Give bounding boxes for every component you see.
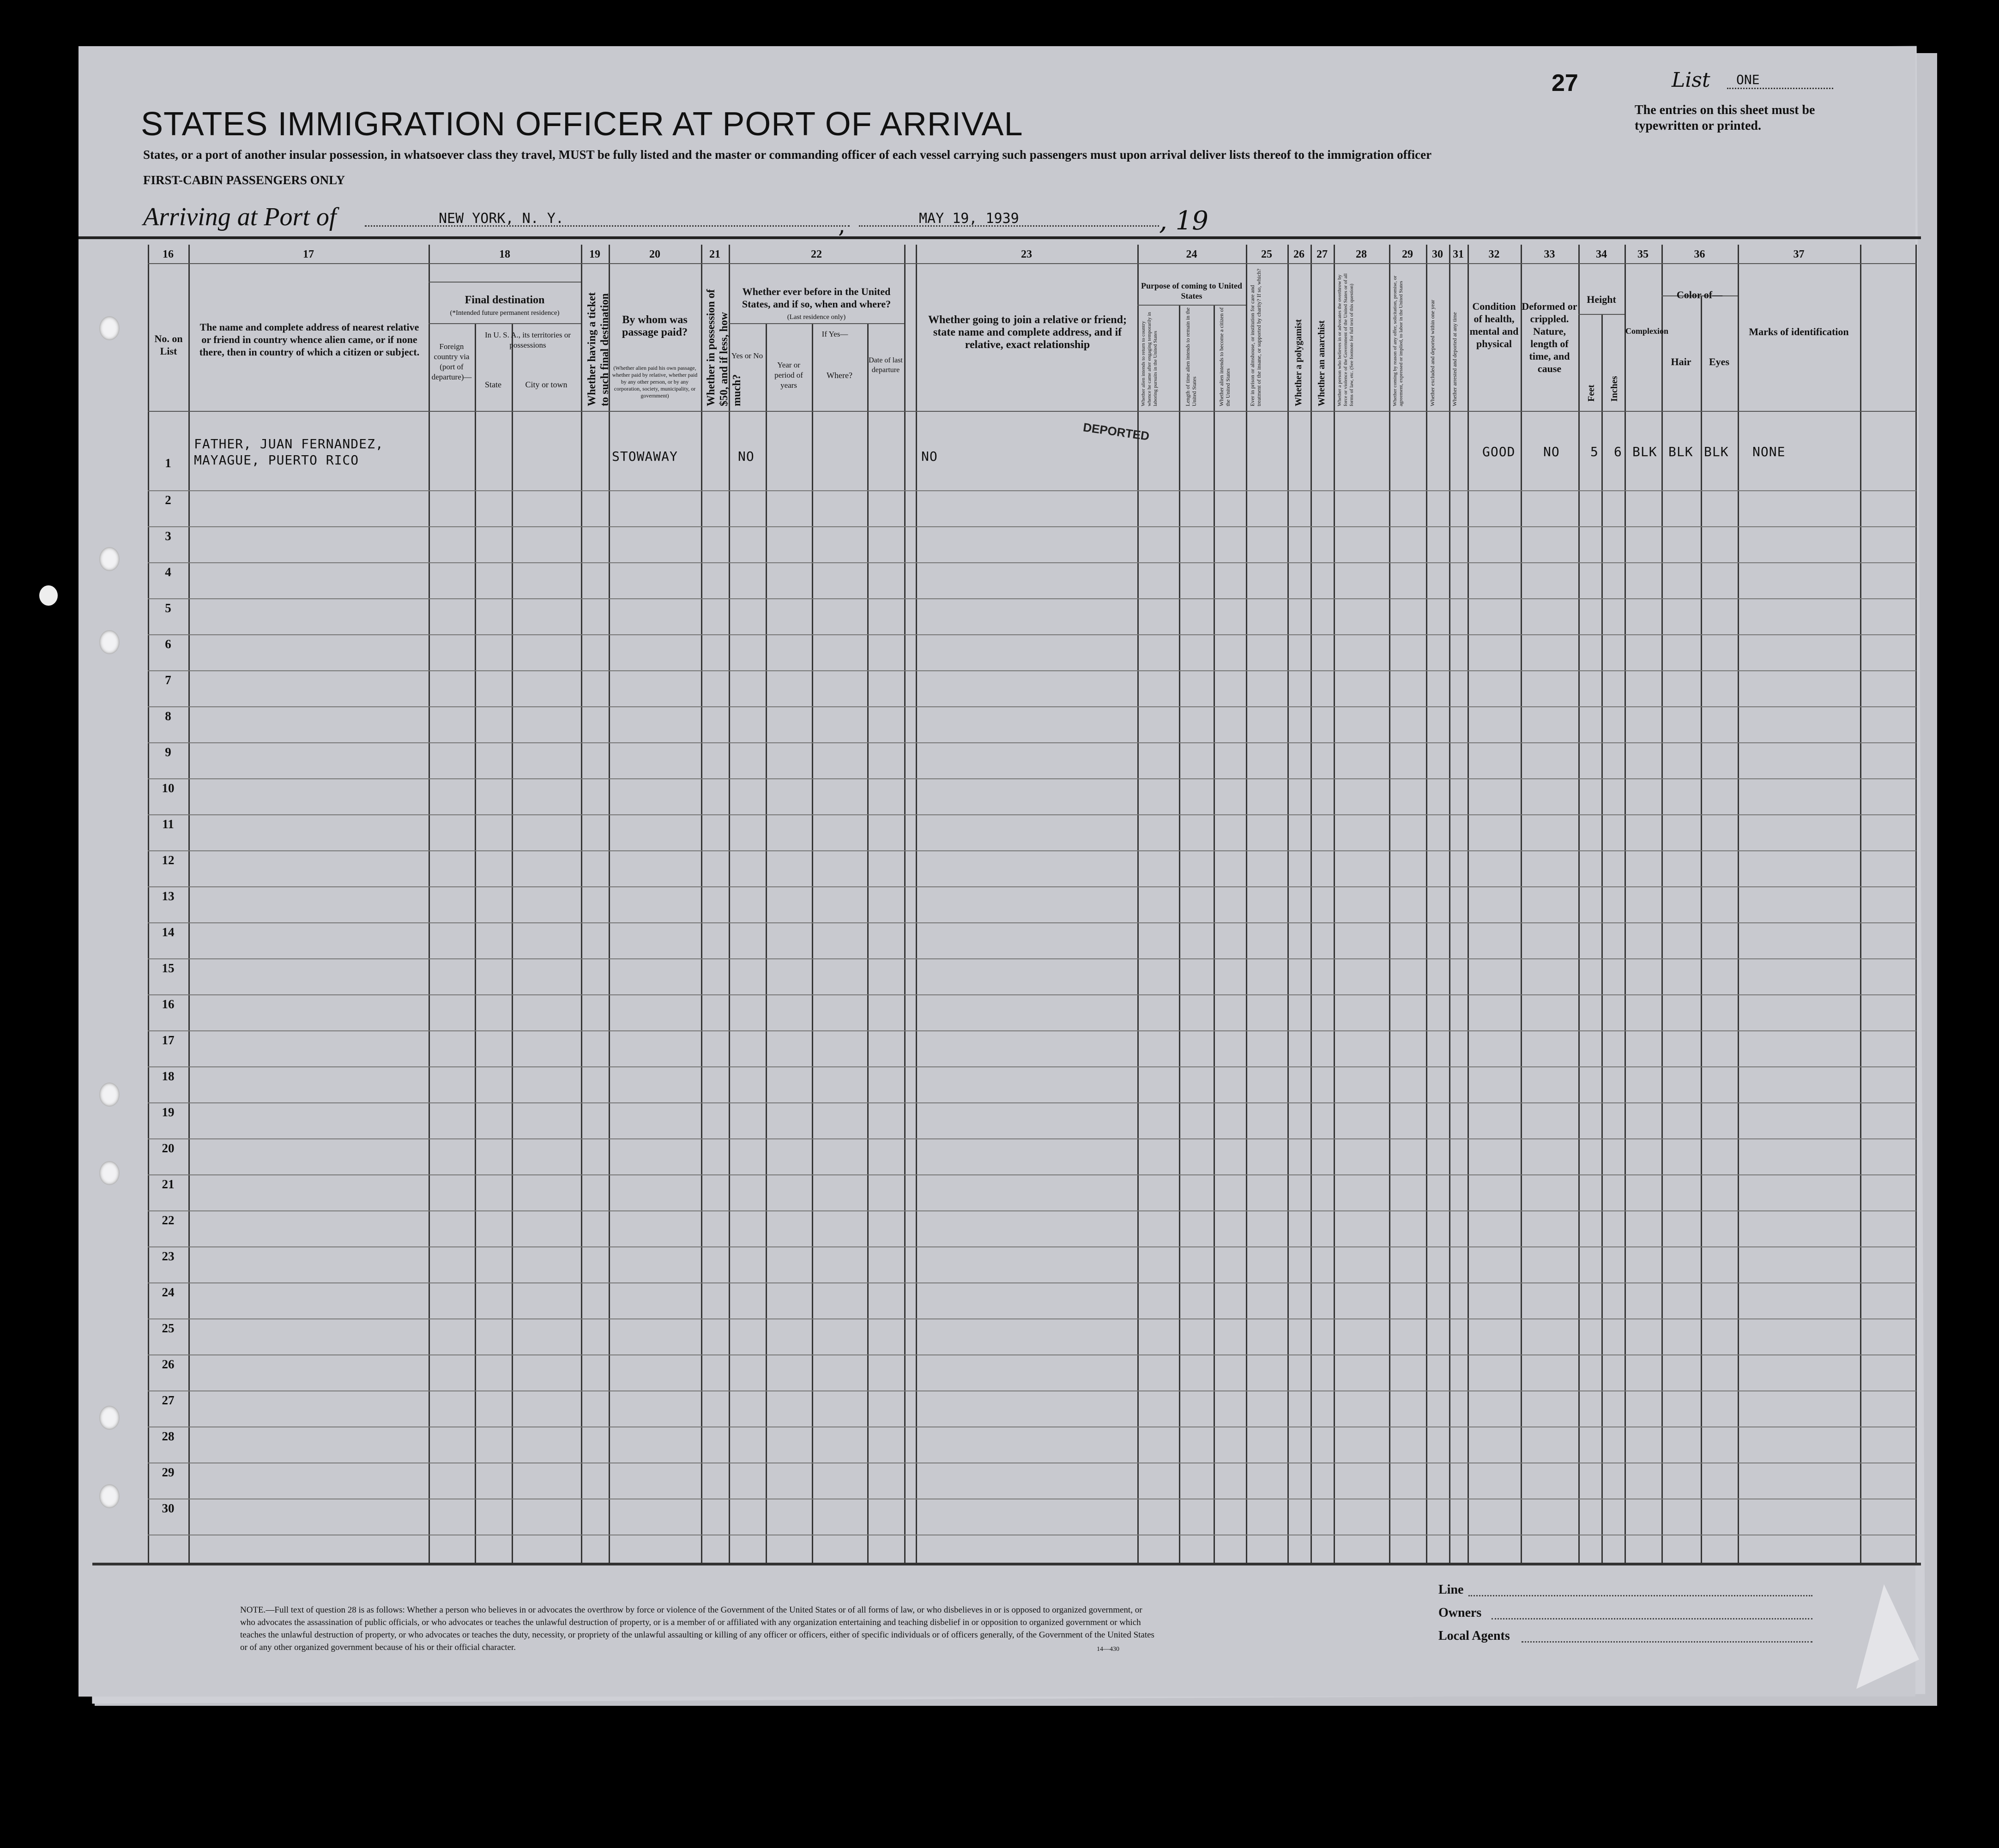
- owners-label: Owners: [1438, 1606, 1482, 1620]
- row-number: 22: [162, 1213, 175, 1227]
- entry-relative-line1: FATHER, JUAN FERNANDEZ,: [194, 436, 384, 451]
- header-q29: Whether coming by reason of any offer, solicitation, promise, or agreement, expressed or implied, to labor in the United States: [1392, 276, 1404, 406]
- header-ever-before: Whether ever before in the United States, and if so, when and where?: [742, 286, 891, 310]
- row-number: 20: [162, 1141, 175, 1155]
- row-number: 4: [165, 565, 171, 579]
- entry-eyes: BLK: [1704, 444, 1729, 459]
- row-number: 21: [162, 1177, 175, 1191]
- line-underline: [1468, 1595, 1812, 1596]
- header-q31: Whether arrested and deported at any time: [1451, 312, 1458, 406]
- header-last-residence: (Last residence only): [787, 313, 846, 321]
- col-num: 28: [1356, 248, 1367, 260]
- header-date-departure: Date of last departure: [869, 356, 903, 374]
- col-num: 21: [709, 248, 720, 260]
- header-final-dest-note: (*Intended future permanent residence): [450, 309, 560, 317]
- header-prison: Ever in prison or almshouse, or institution for care and treatment of the insane, or supported by charity? If so, which?: [1249, 269, 1262, 406]
- entry-feet: 5: [1590, 444, 1599, 459]
- subtitle-text: States, or a port of another insular possession, in whatsoever class they travel, MUST be fully listed and the master or commanding officer of each vessel carrying such passengers must upon arrival deliver lists thereof to the immigration officer: [143, 148, 1432, 162]
- entry-complexion: BLK: [1632, 444, 1657, 459]
- row-number: 13: [162, 889, 175, 903]
- row-number: 14: [162, 925, 175, 939]
- header-in-usa: In U. S. A., its territories or possessions: [484, 331, 571, 349]
- date-value: MAY 19, 1939: [919, 211, 1019, 227]
- header-by-whom-note: (Whether alien paid his own passage, whether paid by relative, whether paid by any other person, or by any corporation, society, municipality, or government): [612, 365, 698, 399]
- separator: ,: [838, 211, 845, 238]
- entry-hair: BLK: [1668, 444, 1693, 459]
- table-bottom-rule: [92, 1563, 1921, 1565]
- header-marks: Marks of identification: [1749, 326, 1849, 337]
- row-number: 27: [162, 1393, 175, 1407]
- deported-stamp: DEPORTED: [1082, 420, 1150, 443]
- row-number: 5: [165, 601, 171, 615]
- header-purpose-b: Length of time alien intends to remain in the United States: [1184, 307, 1197, 406]
- header-yes-no: Yes or No: [731, 351, 763, 360]
- row-number: 17: [162, 1033, 175, 1047]
- table-top-rule: [79, 236, 1921, 239]
- list-label: List: [1672, 68, 1710, 92]
- col-num: 27: [1317, 248, 1328, 260]
- col-num: 33: [1544, 248, 1555, 260]
- row-number: 8: [165, 709, 171, 723]
- header-where: Where?: [827, 371, 852, 380]
- row-number: 26: [162, 1357, 175, 1371]
- agents-label: Local Agents: [1438, 1629, 1510, 1643]
- header-year-period: Year or period of years: [774, 361, 803, 390]
- row-number: 24: [162, 1285, 175, 1299]
- row-number: 11: [162, 817, 174, 831]
- row-number: 9: [165, 745, 171, 759]
- col-num: 31: [1453, 248, 1464, 260]
- punch-hole: [99, 1083, 120, 1107]
- header-purpose: Purpose of coming to United States: [1141, 281, 1242, 301]
- header-purpose-a: Whether alien intends to return to country whence he came after engaging temporarily in laboring pursuits in the United States: [1141, 312, 1158, 406]
- col-num: 16: [163, 248, 174, 260]
- punch-hole: [99, 547, 120, 571]
- header-final-destination: Final destination: [465, 294, 545, 306]
- owners-underline: [1492, 1618, 1812, 1619]
- form-number: 14—430: [1097, 1646, 1119, 1653]
- header-deformed: Deformed or crippled. Nature, length of time, and cause: [1522, 301, 1577, 374]
- row-number: 7: [165, 673, 171, 687]
- header-q28: Whether a person who believes in or advocates the overthrow by force or violence of the Government of the United States or of all forms of law, etc. (See footnote for full text of this question): [1337, 273, 1354, 406]
- punch-hole: [99, 1484, 120, 1508]
- instruction-text: The entries on this sheet must be typewritten or printed.: [1635, 103, 1815, 133]
- entry-paid-by: STOWAWAY: [612, 449, 678, 464]
- page-title: STATES IMMIGRATION OFFICER AT PORT OF ARRIVAL: [141, 106, 1023, 143]
- col-num: 34: [1596, 248, 1607, 260]
- col-num: 37: [1793, 248, 1805, 260]
- entry-marks: NONE: [1752, 444, 1786, 459]
- year-prefix: , 19: [1159, 206, 1208, 236]
- row-number: 19: [162, 1105, 175, 1119]
- header-eyes: Eyes: [1709, 356, 1729, 367]
- entry-deformed: NO: [1543, 444, 1560, 459]
- header-complexion: Complexion: [1625, 326, 1669, 336]
- col-num: 29: [1402, 248, 1413, 260]
- row-number: 2: [165, 493, 171, 507]
- row-number: 3: [165, 529, 171, 543]
- header-feet: Feet: [1586, 385, 1596, 402]
- col-num: 25: [1261, 248, 1272, 260]
- class-label: FIRST-CABIN PASSENGERS ONLY: [143, 173, 345, 187]
- row-number: 29: [162, 1465, 175, 1479]
- header-relative: The name and complete address of nearest relative or friend in country whence alien came, or if none there, then in country of which a citizen or subject.: [199, 321, 420, 358]
- header-q30: Whether excluded and deported within one year: [1429, 300, 1436, 406]
- header-polygamist: Whether a polygamist: [1293, 319, 1304, 406]
- col-num: 23: [1021, 248, 1032, 260]
- header-ticket: Whether having a ticket to such final destination: [586, 292, 611, 406]
- col-num: 36: [1694, 248, 1705, 260]
- punch-hole-mark: [39, 585, 58, 606]
- col-num: 30: [1432, 248, 1443, 260]
- row-number: 28: [162, 1429, 175, 1443]
- punch-hole: [99, 316, 120, 340]
- header-anarchist: Whether an anarchist: [1317, 320, 1327, 406]
- header-state: State: [485, 380, 501, 389]
- header-join-relative: Whether going to join a relative or friend; state name and complete address, and if relative, exact relationship: [928, 314, 1127, 351]
- header-city: City or town: [525, 380, 568, 389]
- punch-hole: [99, 1406, 120, 1430]
- header-no-on-list: No. on List: [154, 333, 183, 357]
- row-number: 16: [162, 997, 175, 1011]
- row-number: 12: [162, 853, 175, 867]
- col-num: 20: [649, 248, 660, 260]
- header-hair: Hair: [1671, 356, 1691, 367]
- header-color-of: Color of—: [1676, 289, 1723, 301]
- line-label: Line: [1438, 1583, 1464, 1597]
- entry-join-relative: NO: [921, 449, 938, 464]
- col-num: 26: [1293, 248, 1304, 260]
- page-number: 27: [1552, 70, 1578, 96]
- col-num: 22: [811, 248, 822, 260]
- row-number: 1: [165, 456, 171, 470]
- list-value: ONE: [1736, 72, 1760, 87]
- footnote-question-28: NOTE.—Full text of question 28 is as follows: Whether a person who believes in or advocates the overthrow by force or violence of the Government of the United States or of all forms of law, or who disbelieves in or is opposed to organized government, or who advocates the assassination of public officials, or who advocates or teaches the unlawful destruction of property, or is a member of or affiliated with any organization entertaining and teaching disbelief in or opposition to organized government or which teaches the unlawful destruction of property, or who advocates or teaches the duty, necessity, or propriety of the unlawful assaulting or killing of any officer or officers, either of specific individuals or of officers generally, of the Government of the United States or of any other organized government because of his or their official character.: [240, 1605, 1154, 1652]
- row-number: 15: [162, 961, 175, 975]
- header-by-whom: By whom was passage paid?: [622, 314, 688, 338]
- port-underline: [365, 225, 850, 227]
- entry-ever-before: NO: [738, 449, 755, 464]
- row-number: 6: [165, 637, 171, 651]
- entry-inches: 6: [1614, 444, 1622, 459]
- row-number: 10: [162, 781, 175, 795]
- header-foreign-country: Foreign country via (port of departure)—: [431, 342, 472, 381]
- arriving-label: Arriving at Port of: [143, 203, 337, 231]
- punch-hole: [99, 1161, 120, 1185]
- row-number: 23: [162, 1249, 175, 1263]
- header-possession-50: Whether in possession of $50, and if less, how much?: [705, 289, 743, 406]
- row-number: 25: [162, 1321, 175, 1335]
- col-num: 17: [303, 248, 314, 260]
- row-number: 30: [162, 1501, 175, 1515]
- col-num: 18: [499, 248, 510, 260]
- col-num: 19: [589, 248, 600, 260]
- punch-hole: [99, 630, 120, 654]
- entry-relative-line2: MAYAGUE, PUERTO RICO: [194, 452, 359, 468]
- header-if-yes: If Yes—: [821, 330, 848, 338]
- row-number: 18: [162, 1069, 175, 1083]
- agents-underline: [1522, 1641, 1812, 1643]
- header-height: Height: [1587, 294, 1616, 305]
- header-purpose-c: Whether alien intends to become a citizen of the United States: [1218, 307, 1231, 406]
- entry-condition: GOOD: [1482, 444, 1516, 459]
- header-condition: Condition of health, mental and physical: [1469, 301, 1519, 349]
- port-value: NEW YORK, N. Y.: [439, 211, 564, 227]
- header-inches: Inches: [1609, 376, 1619, 402]
- col-num: 35: [1637, 248, 1649, 260]
- manifest-sheet: [79, 46, 1915, 1697]
- list-underline: [1727, 88, 1833, 89]
- col-num: 24: [1186, 248, 1197, 260]
- col-num: 32: [1488, 248, 1500, 260]
